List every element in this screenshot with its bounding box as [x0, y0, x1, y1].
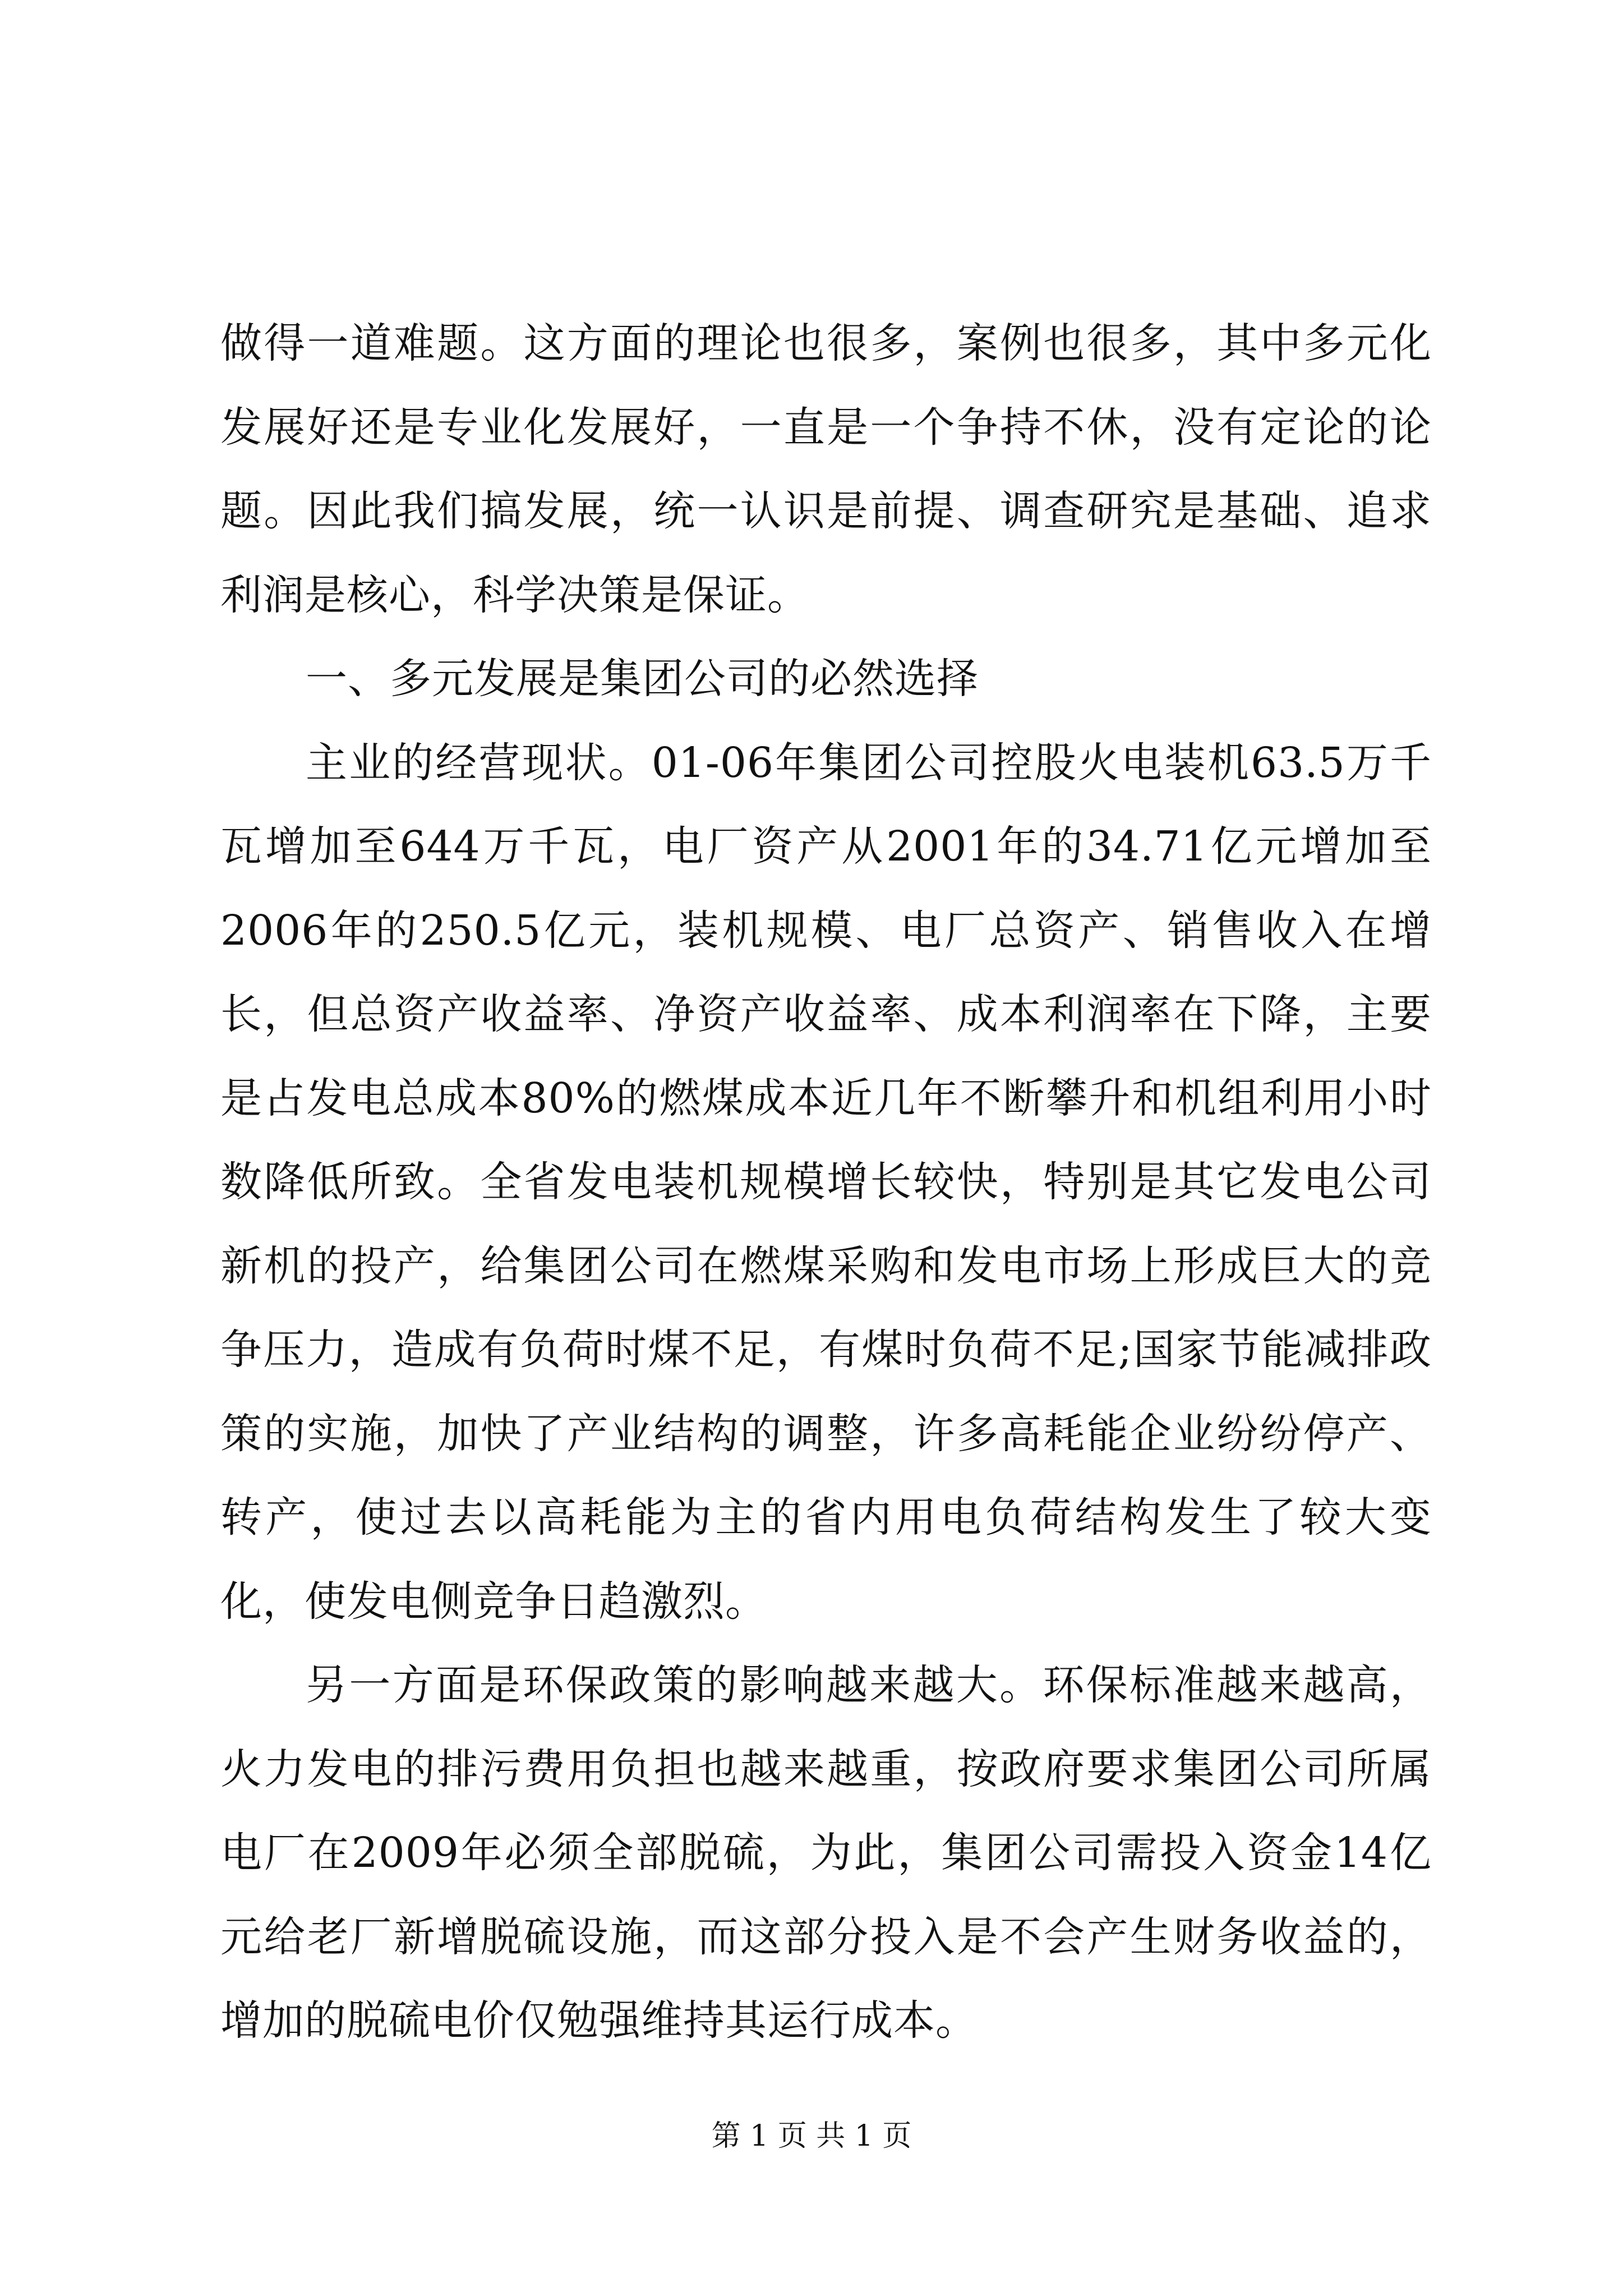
document-body: [220, 302, 1432, 2063]
paragraph-environmental-policy: 另一方面是环保政策的影响越来越大。环保标准越来越高，火力发电的排污费用负担也越来越重，按政府要求集团公司所属电厂在2009年必须全部脱硫，为此，集团公司需投入资金14亿元给老厂新增脱硫设施，而这部分投入是不会产生财务收益的，增加的脱硫电价仅勉强维持其运行成本。: [220, 1661, 1432, 2045]
paragraph-intro: 做得一道难题。这方面的理论也很多，案例也很多，其中多元化发展好还是专业化发展好，一直是一个争持不休，没有定论的论题。因此我们搞发展，统一认识是前提、调查研究是基础、追求利润是核心，科学决策是保证。: [220, 319, 1432, 619]
paragraph-main-business: 主业的经营现状。01-06年集团公司控股火电装机63.5万千瓦增加至644万千瓦，电厂资产从2001年的34.71亿元增加至2006年的250.5亿元，装机规模、电厂总资产、销售收入在增长，但总资产收益率、净资产收益率、成本利润率在下降，主要是占发电总成本80%的燃煤成本近几年不断攀升和机组利用小时数降低所致。全省发电装机规模增长较快，特别是其它发电公司新机的投产，给集团公司在燃煤采购和发电市场上形成巨大的竞争压力，造成有负荷时煤不足，有煤时负荷不足;国家节能减排政策的实施，加快了产业结构的调整，许多高耗能企业纷纷停产、转产，使过去以高耗能为主的省内用电负荷结构发生了较大变化，使发电侧竞争日趋激烈。: [220, 738, 1432, 1626]
section-heading: 一、多元发展是集团公司的必然选择: [306, 655, 979, 703]
page-number-footer: 第 1 页 共 1 页: [711, 2119, 912, 2153]
